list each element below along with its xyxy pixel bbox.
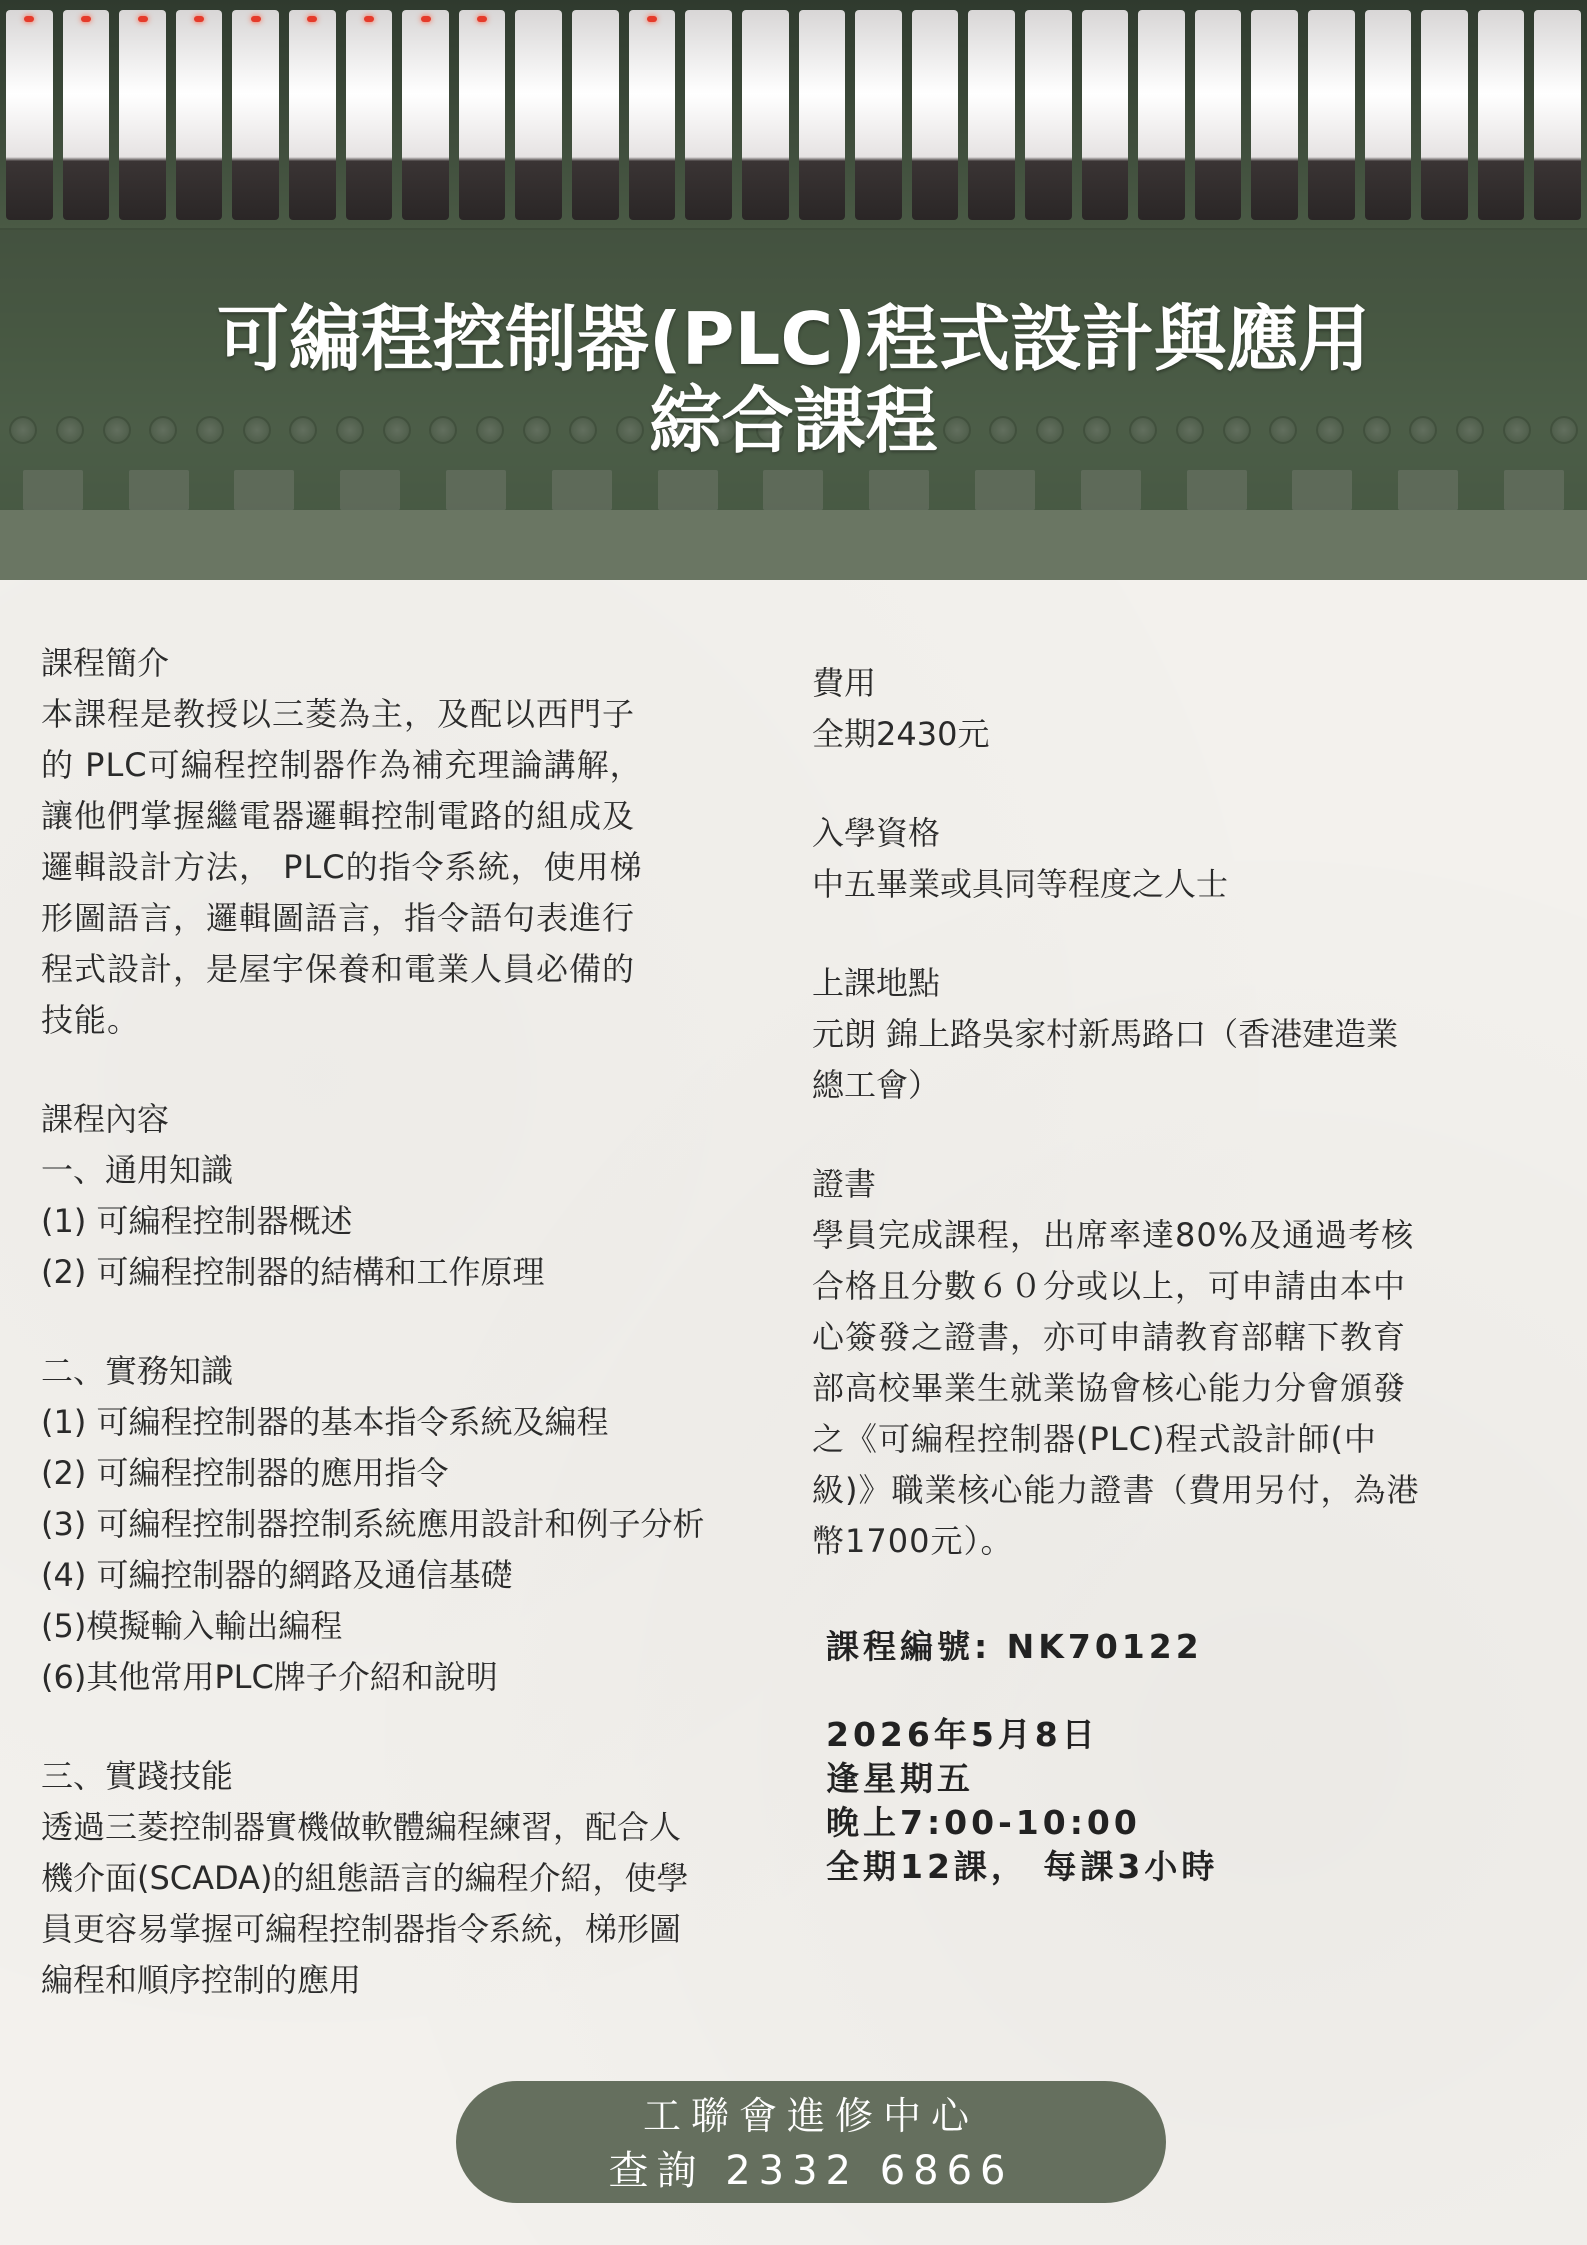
entry-value: 中五畢業或具同等程度之人士 (812, 865, 1229, 903)
relay-module (119, 10, 166, 220)
relay-module (1025, 10, 1072, 220)
relay-module (742, 10, 789, 220)
status-led-icon (421, 16, 431, 22)
certificate-heading: 證書 (812, 1165, 877, 1203)
relay-module (629, 10, 676, 220)
entry-heading: 入學資格 (812, 814, 941, 852)
relay-module (63, 10, 110, 220)
intro-line: 讓他們掌握繼電器邏輯控制電路的組成及 (41, 797, 636, 835)
list-item: (6)其他常用PLC牌子介紹和說明 (41, 1658, 498, 1696)
header-photo (0, 0, 1587, 580)
course-sessions: 全期12課， 每課3小時 (826, 1847, 1219, 1886)
relay-module (176, 10, 223, 220)
location-line: 元朗 錦上路吳家村新馬路口（香港建造業 (812, 1015, 1399, 1053)
status-led-icon (647, 16, 657, 22)
course-code: 課程編號: NK70122 (826, 1627, 1203, 1666)
title-line-1: 可編程控制器(PLC)程式設計與應用 (216, 297, 1371, 381)
intro-section (41, 638, 761, 1046)
relay-module (6, 10, 53, 220)
relay-module (289, 10, 336, 220)
relay-module (1308, 10, 1355, 220)
relay-module (1421, 10, 1468, 220)
location-heading: 上課地點 (812, 964, 941, 1002)
left-column (41, 638, 761, 2006)
section2-title: 二、實務知識 (41, 1352, 234, 1390)
status-led-icon (81, 16, 91, 22)
relay-module (968, 10, 1015, 220)
relay-module (402, 10, 449, 220)
status-led-icon (251, 16, 261, 22)
section1-title: 一、通用知識 (41, 1151, 234, 1189)
course-time: 晚上7:00-10:00 (826, 1803, 1141, 1842)
status-led-icon (364, 16, 374, 22)
intro-line: 程式設計，是屋宇保養和電業人員必備的 (41, 950, 636, 988)
course-weekday: 逢星期五 (826, 1759, 974, 1798)
list-item: (2) 可編程控制器的應用指令 (41, 1454, 449, 1492)
relay-module (1082, 10, 1129, 220)
list-item: (3) 可編程控制器控制系統應用設計和例子分析 (41, 1505, 705, 1543)
list-item: (1) 可編程控制器的基本指令系統及編程 (41, 1403, 609, 1441)
course-info (826, 1625, 1218, 1889)
relay-module (1478, 10, 1525, 220)
contact-pill (456, 2081, 1166, 2203)
relay-module (1534, 10, 1581, 220)
relay-module (232, 10, 279, 220)
relay-module (1251, 10, 1298, 220)
section3-line: 編程和順序控制的應用 (41, 1961, 362, 1999)
content-heading: 課程內容 (41, 1100, 170, 1138)
content-section (41, 1094, 761, 2006)
relay-module (459, 10, 506, 220)
section3-line: 機介面(SCADA)的組態語言的編程介紹，使學 (41, 1859, 689, 1897)
enquiry-phone: 查詢 2332 6866 (608, 2148, 1014, 2194)
relay-module (515, 10, 562, 220)
page-title (0, 298, 1587, 462)
list-item: (1) 可編程控制器概述 (41, 1202, 353, 1240)
course-date: 2026年5月8日 (826, 1715, 1099, 1754)
relay-module (912, 10, 959, 220)
intro-line: 技能。 (41, 1001, 141, 1039)
fee-heading: 費用 (812, 664, 877, 702)
section3-title: 三、實踐技能 (41, 1757, 234, 1795)
organization-name: 工聯會進修中心 (642, 2094, 979, 2138)
relay-module (1195, 10, 1242, 220)
intro-line: 的 PLC可編程控制器作為補充理論講解， (41, 746, 643, 784)
list-item: (4) 可編控制器的網路及通信基礎 (41, 1556, 513, 1594)
status-led-icon (138, 16, 148, 22)
list-item: (2) 可編程控制器的結構和工作原理 (41, 1253, 545, 1291)
relay-module (799, 10, 846, 220)
title-band-bottom (0, 510, 1587, 580)
list-item: (5)模擬輸入輸出編程 (41, 1607, 343, 1645)
status-led-icon (477, 16, 487, 22)
location-line: 總工會） (812, 1066, 941, 1104)
intro-line: 本課程是教授以三菱為主，及配以西門子 (41, 695, 636, 733)
status-led-icon (194, 16, 204, 22)
title-line-2: 綜合課程 (649, 379, 938, 463)
certificate-line: 合格且分數６０分或以上，可申請由本中 (812, 1267, 1407, 1305)
right-column (812, 658, 1512, 1567)
certificate-line: 心簽發之證書，亦可申請教育部轄下教育 (812, 1318, 1407, 1356)
intro-line: 形圖語言，邏輯圖語言，指令語句表進行 (41, 899, 636, 937)
relay-module (1365, 10, 1412, 220)
certificate-line: 幣1700元）。 (812, 1522, 1014, 1560)
relay-module (572, 10, 619, 220)
status-led-icon (307, 16, 317, 22)
relay-module (685, 10, 732, 220)
section3-line: 透過三菱控制器實機做軟體編程練習，配合人 (41, 1808, 682, 1846)
fee-value: 全期2430元 (812, 715, 990, 753)
relay-module (1138, 10, 1185, 220)
certificate-line: 之《可編程控制器(PLC)程式設計師(中 (812, 1420, 1377, 1458)
status-led-icon (24, 16, 34, 22)
certificate-line: 學員完成課程，出席率達80%及通過考核 (812, 1216, 1415, 1254)
section3-line: 員更容易掌握可編程控制器指令系統，梯形圖 (41, 1910, 682, 1948)
certificate-line: 級)》職業核心能力證書（費用另付，為港 (812, 1471, 1420, 1509)
intro-heading: 課程簡介 (41, 644, 170, 682)
relay-row (0, 0, 1587, 230)
certificate-line: 部高校畢業生就業協會核心能力分會頒發 (812, 1369, 1407, 1407)
intro-line: 邏輯設計方法， PLC的指令系統，使用梯 (41, 848, 643, 886)
relay-module (346, 10, 393, 220)
relay-module (855, 10, 902, 220)
